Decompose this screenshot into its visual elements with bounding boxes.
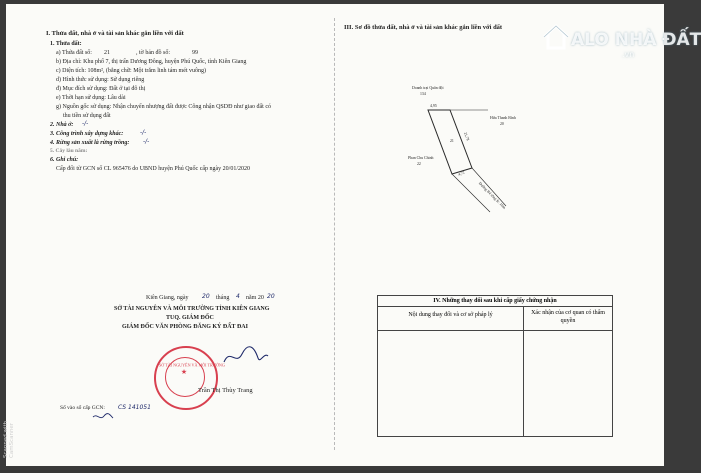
address-line: b) Địa chỉ: Khu phố 7, thị trấn Dương Đông, huyện Phú Quốc, tỉnh Kiên Giang <box>56 59 247 65</box>
parcel-number-label: a) Thửa đất số: <box>56 50 92 56</box>
note-line: Cấp đổi từ GCN số CL 965476 do UBND huyện Phú Quốc cấp ngày 20/01/2020 <box>56 166 251 172</box>
map-sheet-value: 99 <box>192 50 198 56</box>
origin-line-1: g) Nguồn gốc sử dụng: Nhận chuyển nhượng đất được Công nhận QSDĐ như giao đất có <box>56 104 271 110</box>
camscanner-line-2: CamScanner <box>9 422 15 458</box>
page-fold-divider <box>334 18 335 450</box>
usage-purpose-line: đ) Mục đích sử dụng: Đất ở tại đô thị <box>56 86 146 92</box>
changes-table-title: IV. Những thay đổi sau khi cấp giấy chứng nhận <box>378 296 612 307</box>
alonhadat-logo <box>519 4 701 68</box>
west-neighbor-no: 22 <box>417 162 421 167</box>
parcel-no-label: 21 <box>450 139 454 144</box>
registry-value: CS 141051 <box>118 404 151 411</box>
changes-table-col-content: Nội dung thay đổi và cơ sở pháp lý <box>408 312 493 318</box>
authority-line-1: SỞ TÀI NGUYÊN VÀ MÔI TRƯỜNG TỈNH KIÊN GIANG <box>114 306 270 312</box>
section-1-title: I. Thửa đất, nhà ở và tài sản khác gắn liền với đất <box>46 30 184 37</box>
certificate-page <box>6 4 664 466</box>
changes-table-row-separator <box>378 330 612 331</box>
camscanner-line-1: Scanned with <box>3 420 9 458</box>
item-3-mark: -/- <box>140 129 147 136</box>
north-neighbor: Doanh trại Quân đội <box>412 86 444 91</box>
signer-name: Trần Thị Thùy Trang <box>198 387 253 394</box>
item-6-label: 6. Ghi chú: <box>50 157 79 163</box>
parcel-diagram <box>406 94 536 214</box>
date-month: 4 <box>236 293 240 300</box>
usage-term-line: e) Thời hạn sử dụng: Lâu dài <box>56 95 126 101</box>
registry-initial-scribble <box>92 413 114 421</box>
west-neighbor: Phan Chu Chinh <box>408 156 434 161</box>
item-3-label: 3. Công trình xây dựng khác: <box>50 131 124 137</box>
item-4-mark: -/- <box>143 138 150 145</box>
east-neighbor: Hứa Thanh Bình <box>490 116 516 121</box>
logo-brand-text: ALO NHÀ ĐẤT <box>571 30 701 50</box>
dim-top: 4,95 <box>430 104 437 109</box>
dim-right: 21,78 <box>462 131 470 142</box>
road-label: Đường Bê tông R: 10m <box>477 181 507 211</box>
item-4-label: 4. Rừng sản xuất là rừng trồng: <box>50 140 130 146</box>
usage-form-line: d) Hình thức sử dụng: Sử dụng riêng <box>56 77 145 83</box>
authority-line-2: TUQ. GIÁM ĐỐC <box>166 315 214 321</box>
parcel-number-value: 21 <box>104 50 110 56</box>
camscanner-text <box>3 421 15 458</box>
area-line: c) Diện tích: 108m², (bằng chữ: Một trăm linh tám mét vuông) <box>56 68 207 74</box>
east-neighbor-no: 20 <box>500 122 504 127</box>
date-year-label: năm 20 <box>246 295 264 301</box>
item-5-label: 5. Cây lâu năm: <box>50 148 88 154</box>
north-neighbor-no: 134 <box>420 92 426 97</box>
changes-table-col-separator <box>523 307 524 436</box>
section-3-title: III. Sơ đồ thửa đất, nhà ở và tài sản khác gắn liền với đất <box>344 24 503 31</box>
place-date-label: Kiên Giang, ngày <box>146 295 189 301</box>
seal-text: SỞ TÀI NGUYÊN VÀ MÔI TRƯỜNG <box>159 363 225 368</box>
camscanner-mark <box>0 380 14 460</box>
house-logo-icon <box>541 22 571 52</box>
map-sheet-label: , tờ bản đồ số: <box>136 50 171 56</box>
logo-domain-text: .vn <box>622 50 635 59</box>
changes-table-col-confirmation: Xác nhận của cơ quan có thẩm quyền <box>531 310 605 324</box>
official-seal <box>154 346 218 410</box>
date-month-label: tháng <box>216 295 230 301</box>
dim-bottom: 4,72 <box>457 170 466 178</box>
item-1-label: 1. Thửa đất: <box>50 41 82 47</box>
authority-line-3: GIÁM ĐỐC VĂN PHÒNG ĐĂNG KÝ ĐẤT ĐAI <box>122 324 248 330</box>
changes-table <box>377 295 613 437</box>
origin-line-2: thu tiền sử dụng đất <box>63 113 111 119</box>
item-2-label: 2. Nhà ở: <box>50 122 74 128</box>
date-year: 20 <box>267 293 275 300</box>
registry-label: Số vào sổ cấp GCN: <box>60 405 105 411</box>
date-day: 20 <box>202 293 210 300</box>
signature-scribble <box>220 344 270 370</box>
seal-star-icon: ★ <box>180 368 188 376</box>
item-2-mark: -/- <box>82 120 89 127</box>
